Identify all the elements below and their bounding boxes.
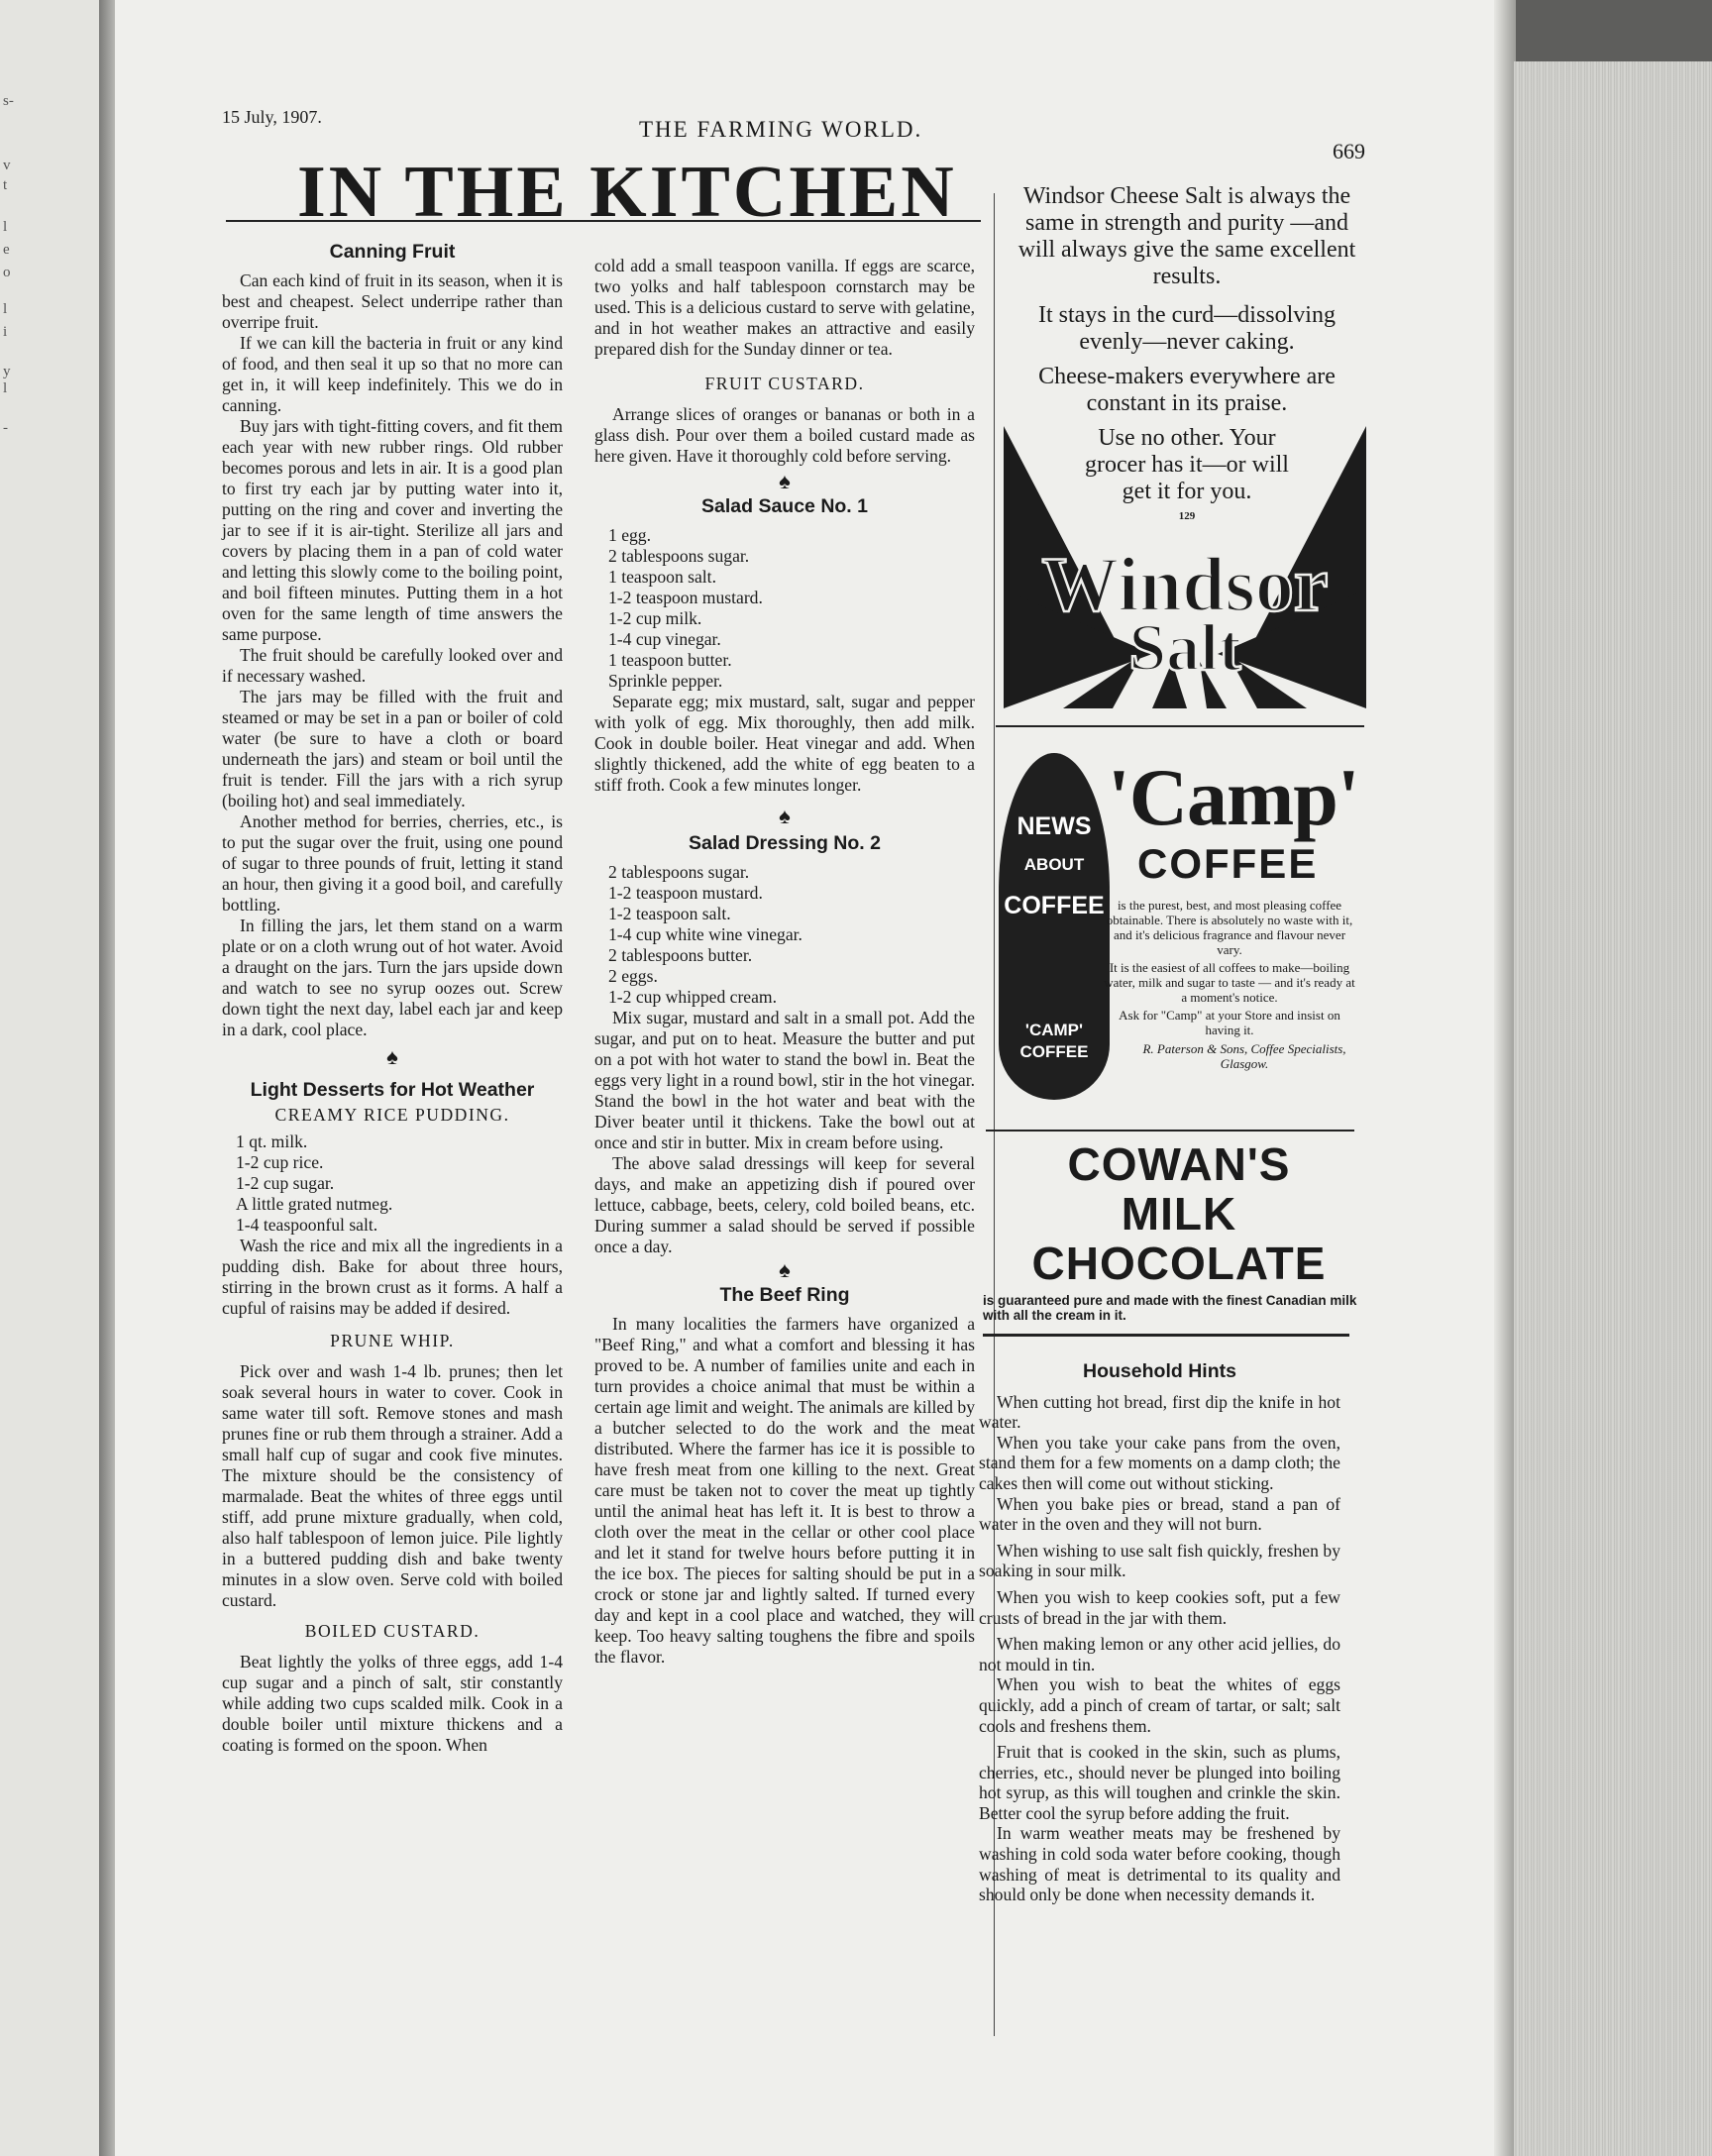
hint-item: When you wish to beat the whites of eggs quickly, add a pinch of cream of tartar, or salt; salt cools and freshens them. xyxy=(979,1674,1340,1736)
issue-date: 15 July, 1907. xyxy=(222,107,322,127)
ad-code: 129 xyxy=(1178,510,1196,522)
household-hints xyxy=(979,1361,1340,1905)
recipe-title-salad-dressing: Salad Dressing No. 2 xyxy=(689,832,881,854)
logo-word-windsor: Windsor xyxy=(1041,541,1329,627)
ingredient: 2 eggs. xyxy=(608,966,658,986)
cowans-ad-subtext: is guaranteed pure and made with the finest Canadian milk with all the cream in it. xyxy=(983,1293,1357,1323)
paragraph: Can each kind of fruit in its season, when it is best and cheapest. Select underripe rather than overripe fruit. xyxy=(222,270,563,332)
paragraph: Separate egg; mix mustard, salt, sugar and pepper with yolk of egg. Mix thoroughly, then add milk. Cook in double boiler. Heat vinegar and add. When slightly thickened, add the white of egg beaten to a stiff froth. Cook a few minutes longer. xyxy=(594,692,975,795)
ingredient-list xyxy=(222,1132,563,1236)
ingredient: 1-2 teaspoon mustard. xyxy=(608,883,763,903)
ingredient: A little grated nutmeg. xyxy=(236,1194,393,1214)
article-title-canning: Canning Fruit xyxy=(329,241,456,263)
previous-page-edge xyxy=(0,0,99,2156)
ad-text: Windsor Cheese Salt is always the same in strength and purity —and will always give the same excellent results. xyxy=(1017,183,1356,289)
paragraph: Arrange slices of oranges or bananas or both in a glass dish. Pour over them a boiled custard made as here given. Have it thoroughly cold before serving. xyxy=(594,404,975,466)
page-edge-shadow xyxy=(1494,0,1516,2156)
side-fragment: y xyxy=(3,364,11,379)
journal-title: THE FARMING WORLD. xyxy=(639,117,923,142)
side-fragment: e xyxy=(3,242,10,258)
paragraph: Another method for berries, cherries, etc., is to put the sugar over the fruit, using one pound of sugar to three pounds of fruit, letting it stand an hour, then giving it a good boil, and carefully bottling. xyxy=(222,811,563,915)
paragraph: If we can kill the bacteria in fruit or any kind of food, and then seal it up so that no more can get in, it will keep indefinitely. This we do in canning. xyxy=(222,333,563,415)
badge-text: ABOUT xyxy=(1023,855,1085,874)
ad-text: It is the easiest of all coffees to make—boiling water, milk and sugar to taste — and it's ready at a moment's notice. xyxy=(1104,960,1355,1005)
spade-ornament-icon: ♠ xyxy=(779,1257,791,1282)
ad-divider xyxy=(983,1334,1349,1337)
ingredient: 1-2 cup sugar. xyxy=(236,1173,335,1193)
ingredient: 1-2 cup milk. xyxy=(608,608,702,628)
article-title-desserts: Light Desserts for Hot Weather xyxy=(250,1079,535,1101)
side-fragment: i xyxy=(3,324,8,340)
ingredient: 1 egg. xyxy=(608,525,651,545)
ingredient: 1-2 teaspoon salt. xyxy=(608,904,731,923)
paragraph: Beat lightly the yolks of three eggs, add 1-4 cup sugar and a pinch of salt, stir constantly while adding two cups scalded milk. Cook in a double boiler until mixture thickens and a coating is formed on the spoon. When xyxy=(222,1652,563,1755)
page-number: 669 xyxy=(1333,139,1365,163)
camp-ad-body xyxy=(1102,898,1357,1071)
paragraph: Pick over and wash 1-4 lb. prunes; then let soak several hours in water to cover. Cook in same water till soft. Remove stones and mash prunes fine or rub them through a strainer. Add a small half cup of sugar and cook five minutes. The mixture should be the consistency of marmalade. Beat the whites of three eggs until stiff, add prune mixture gradually, when cold, also half tablespoon of lemon juice. Pile lightly in a buttered pudding dish and bake twenty minutes in a slow oven. Serve cold with boiled custard. xyxy=(222,1361,563,1610)
side-fragment: l xyxy=(3,301,8,317)
section-title: IN THE KITCHEN xyxy=(297,152,957,233)
ingredient: 1-4 cup vinegar. xyxy=(608,629,721,649)
ad-text: Use no other. Your grocer has it—or will get it for you. xyxy=(1085,425,1289,504)
hint-item: In warm weather meats may be freshened by washing in cold soda water before cooking, though washing of meat is detrimental to its quality and should only be done when necessity demands it. xyxy=(979,1823,1340,1905)
ingredient: 2 tablespoons sugar. xyxy=(608,546,750,566)
hint-item: When you bake pies or bread, stand a pan of water in the oven and they will not burn. xyxy=(979,1493,1340,1535)
side-fragment: t xyxy=(3,177,8,193)
side-fragment: l xyxy=(3,219,8,235)
paragraph: In many localities the farmers have organized a "Beef Ring," and what a comfort and blessing it has proved to be. A number of families unite and each in turn provides a choice animal that must be within a certain age limit and weight. The animals are killed by a butcher selected to do the work and the meat distributed. Where the farmer has ice it is possible to have fresh meat from one killing to the next. Great care must be taken not to cover the meat up tightly until the animal heat has left it. It is best to throw a cloth over the meat in the cellar or other cool place and let it stand for twelve hours before putting it in the ice box. The pieces for salting should be put in a crock or stone jar and lightly salted. If turned every day and kept in a cool place and watched, they will keep. Too heavy salting toughens the fibre and spoils the flavor. xyxy=(594,1314,975,1667)
recipe-title-fruit-custard: FRUIT CUSTARD. xyxy=(704,374,865,393)
hint-item: When you wish to keep cookies soft, put a few crusts of bread in the jar with them. xyxy=(979,1586,1340,1628)
spade-ornament-icon: ♠ xyxy=(779,469,791,493)
side-fragment: - xyxy=(3,420,8,436)
paragraph: cold add a small teaspoon vanilla. If eggs are scarce, two yolks and half tablespoon cornstarch may be used. This is a delicious custard to serve with gelatine, and in hot weather makes an attractive and easily prepared dish for the Sunday dinner or tea. xyxy=(594,256,975,359)
ad-text: Ask for "Camp" at your Store and insist on having it. xyxy=(1119,1008,1340,1037)
ad-text: Cheese-makers everywhere are constant in its praise. xyxy=(1038,364,1336,416)
ingredient: 1-2 teaspoon mustard. xyxy=(608,588,763,607)
ad-headline: MILK xyxy=(1121,1188,1237,1240)
ingredient: 1 teaspoon butter. xyxy=(608,650,732,670)
recipe-title-salad-sauce: Salad Sauce No. 1 xyxy=(701,495,868,517)
ingredient: 1-2 cup rice. xyxy=(236,1152,324,1172)
hint-item: When wishing to use salt fish quickly, freshen by soaking in sour milk. xyxy=(979,1540,1340,1581)
ingredient: 1 qt. milk. xyxy=(236,1132,308,1151)
spade-ornament-icon: ♠ xyxy=(386,1044,398,1069)
ad-divider xyxy=(996,725,1364,727)
hint-item: When cutting hot bread, first dip the knife in hot water. xyxy=(979,1391,1340,1433)
news-about-coffee-badge xyxy=(999,753,1110,1100)
sunburst-logo-icon xyxy=(1004,426,1366,708)
column-left xyxy=(222,242,563,1756)
badge-text: 'CAMP' xyxy=(1024,1021,1084,1039)
article-title-hints: Household Hints xyxy=(1083,1360,1236,1382)
hint-item: When making lemon or any other acid jellies, do not mould in tin. xyxy=(979,1634,1340,1674)
camp-subtitle: COFFEE xyxy=(1137,840,1319,887)
logo-word-salt: Salt xyxy=(1128,609,1241,685)
ingredient: 1 teaspoon salt. xyxy=(608,567,716,587)
book-page-edges xyxy=(1514,61,1712,2156)
camp-title: 'Camp' xyxy=(1108,752,1359,842)
paragraph: The fruit should be carefully looked over and if necessary washed. xyxy=(222,645,563,686)
ad-divider xyxy=(986,1130,1354,1132)
ad-text: is the purest, best, and most pleasing coffee obtainable. There is absolutely no waste with it, and it's delicious fragrance and flavour never vary. xyxy=(1106,898,1353,957)
recipe-title-rice: CREAMY RICE PUDDING. xyxy=(274,1105,510,1125)
recipe-title-boiled-custard: BOILED CUSTARD. xyxy=(304,1621,481,1641)
ad-headline: CHOCOLATE xyxy=(1031,1238,1327,1289)
windsor-logo xyxy=(1004,426,1366,708)
ad-maker: R. Paterson & Sons, Coffee Specialists, Glasgow. xyxy=(1142,1041,1346,1071)
paragraph: The above salad dressings will keep for several days, and make an appetizing dish if poured over lettuce, cabbage, beets, celery, cold boiled beans, etc. During summer a salad should be served if possible once a day. xyxy=(594,1153,975,1256)
paragraph: In filling the jars, let them stand on a warm plate or on a cloth wrung out of hot water. Avoid a draught on the jars. Turn the jars upside down and watch to see no syrup oozes out. Screw down tight the next day, label each jar and keep in a dark, cool place. xyxy=(222,916,563,1039)
side-fragment: o xyxy=(3,265,11,280)
book-gutter xyxy=(99,0,115,2156)
side-fragment: l xyxy=(3,380,8,396)
paragraph: Mix sugar, mustard and salt in a small pot. Add the sugar, and put on to heat. Measure the butter and put on a pot with hot water to stand the bowl in. Beat the eggs very light in a round bowl, stir in the hot vinegar. Stand the bowl in the hot water and beat with the Diver beater until it thickens. Take the bowl out at once and stir in butter. Mix in cream before using. xyxy=(594,1008,975,1152)
hint-item: When you take your cake pans from the oven, stand them for a few moments on a damp cloth; the cakes then will come out without sticking. xyxy=(979,1432,1340,1493)
side-fragment: s- xyxy=(3,93,14,109)
hint-item: Fruit that is cooked in the skin, such as plums, cherries, etc., should never be plunged into boiling hot syrup, as this will toughen and crinkle the skin. Better cool the syrup before adding the fruit. xyxy=(979,1742,1340,1823)
badge-text: COFFEE xyxy=(1004,892,1105,919)
paragraph: Wash the rice and mix all the ingredients in a pudding dish. Bake for about three hours, stirring in the brown crust as it forms. A half a cupful of raisins may be added if desired. xyxy=(222,1236,563,1318)
ingredient: 2 tablespoons sugar. xyxy=(608,862,750,882)
badge-text: COFFEE xyxy=(1019,1042,1089,1061)
ingredient: 2 tablespoons butter. xyxy=(608,945,753,965)
ingredient-list xyxy=(594,525,975,692)
paragraph: The jars may be filled with the fruit and steamed or may be set in a pan or boiler of cold water (be sure to have a cloth or board underneath the jars) and steam or boil until the fruit is tender. Fill the jars with a rich syrup (boiling hot) and seal immediately. xyxy=(222,687,563,810)
ingredient: 1-4 teaspoonful salt. xyxy=(236,1215,378,1235)
recipe-title-prune: PRUNE WHIP. xyxy=(330,1331,455,1350)
spade-ornament-icon: ♠ xyxy=(779,804,791,828)
column-middle xyxy=(594,256,975,1668)
paragraph: Buy jars with tight-fitting covers, and fit them each year with new rubber rings. Old rubber becomes porous and lets in air. It is a good plan to first try each jar by putting water into it, putting on the ring and cover and inverting the jar to see if it is air-tight. Sterilize all jars and covers by placing them in a pan of cold water and letting this slowly come to the boiling point, and boil fifteen minutes. Putting them in a hot oven for the same length of time answers the same purpose. xyxy=(222,416,563,644)
ad-headline: COWAN'S xyxy=(1067,1138,1291,1190)
ingredient: Sprinkle pepper. xyxy=(608,671,723,691)
ingredient-list xyxy=(594,862,975,1008)
side-fragment: v xyxy=(3,158,11,173)
cowans-ad-title xyxy=(981,1139,1377,1288)
article-title-beef-ring: The Beef Ring xyxy=(719,1284,850,1306)
ingredient: 1-2 cup whipped cream. xyxy=(608,987,778,1007)
ingredient: 1-4 cup white wine vinegar. xyxy=(608,924,802,944)
ad-text: It stays in the curd—dissolving evenly—never caking. xyxy=(1038,302,1336,355)
title-rule xyxy=(226,220,981,222)
badge-text: NEWS xyxy=(1016,812,1092,840)
